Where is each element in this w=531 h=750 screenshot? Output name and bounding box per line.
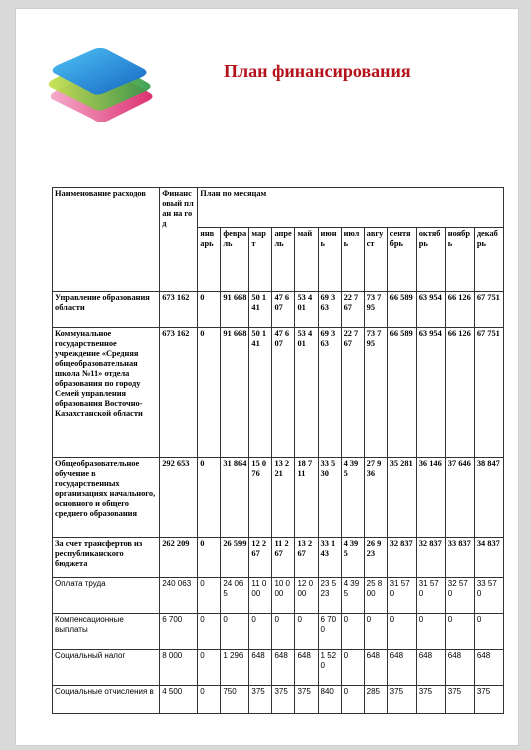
month-value: 0 — [416, 614, 445, 650]
month-value: 31 570 — [387, 578, 416, 614]
month-value: 648 — [445, 650, 474, 686]
row-name: Компенсационные выплаты — [53, 614, 160, 650]
row-name: Социальные отчисления в — [53, 686, 160, 714]
month-value: 375 — [272, 686, 295, 714]
month-value: 285 — [364, 686, 387, 714]
row-name: Оплата труда — [53, 578, 160, 614]
row-name: Социальный налог — [53, 650, 160, 686]
row-name: За счет трансфертов из республиканского бюджета — [53, 538, 160, 578]
month-value: 11 267 — [272, 538, 295, 578]
month-value: 375 — [387, 686, 416, 714]
month-value: 32 837 — [416, 538, 445, 578]
month-value: 67 751 — [474, 292, 503, 328]
month-value: 0 — [272, 614, 295, 650]
document-page — [15, 8, 519, 746]
header-month: март — [249, 228, 272, 292]
month-value: 375 — [295, 686, 318, 714]
annual-value: 673 162 — [160, 292, 198, 328]
header-annual: Финансовый план на год — [160, 188, 198, 292]
month-value: 66 589 — [387, 328, 416, 458]
month-value: 47 607 — [272, 328, 295, 458]
annual-value: 6 700 — [160, 614, 198, 650]
header-month: июнь — [318, 228, 341, 292]
header-month: май — [295, 228, 318, 292]
month-value: 0 — [198, 614, 221, 650]
table-row — [53, 328, 504, 458]
month-value: 69 363 — [318, 292, 341, 328]
month-value: 50 141 — [249, 328, 272, 458]
header-month: август — [364, 228, 387, 292]
month-value: 6 700 — [318, 614, 341, 650]
month-value: 0 — [198, 650, 221, 686]
annual-value: 240 063 — [160, 578, 198, 614]
month-value: 648 — [416, 650, 445, 686]
header-month: ноябрь — [445, 228, 474, 292]
header-months-group: План по месяцам — [198, 188, 504, 228]
financing-table — [52, 187, 504, 714]
month-value: 0 — [198, 686, 221, 714]
header-name: Наименование расходов — [53, 188, 160, 292]
month-value: 31 570 — [416, 578, 445, 614]
month-value: 73 795 — [364, 292, 387, 328]
table-row — [53, 686, 504, 714]
month-value: 13 267 — [295, 538, 318, 578]
month-value: 37 646 — [445, 458, 474, 538]
month-value: 31 864 — [221, 458, 249, 538]
annual-value: 262 209 — [160, 538, 198, 578]
row-name: Коммунальное государственное учреждение «Средняя общеобразовательная школа №11» отдела образования по городу Семей управления образования Восточно-Казахстанской области — [53, 328, 160, 458]
month-value: 69 363 — [318, 328, 341, 458]
month-value: 0 — [198, 538, 221, 578]
month-value: 0 — [198, 578, 221, 614]
month-value: 47 607 — [272, 292, 295, 328]
month-value: 33 530 — [318, 458, 341, 538]
month-value: 648 — [249, 650, 272, 686]
row-name: Общеобразовательное обучение в государственных организациях начального, основного и общего среднего образования — [53, 458, 160, 538]
month-value: 4 395 — [341, 578, 364, 614]
month-value: 375 — [416, 686, 445, 714]
month-value: 10 000 — [272, 578, 295, 614]
logo-icon — [44, 47, 159, 122]
month-value: 0 — [474, 614, 503, 650]
header-month: февраль — [221, 228, 249, 292]
month-value: 26 599 — [221, 538, 249, 578]
month-value: 66 126 — [445, 328, 474, 458]
header-month: сентябрь — [387, 228, 416, 292]
month-value: 63 954 — [416, 328, 445, 458]
month-value: 375 — [249, 686, 272, 714]
table-row — [53, 578, 504, 614]
row-name: Управление образования области — [53, 292, 160, 328]
table-row — [53, 292, 504, 328]
month-value: 35 281 — [387, 458, 416, 538]
month-value: 648 — [387, 650, 416, 686]
month-value: 67 751 — [474, 328, 503, 458]
month-value: 0 — [364, 614, 387, 650]
month-value: 0 — [198, 328, 221, 458]
month-value: 32 570 — [445, 578, 474, 614]
header-month: апрель — [272, 228, 295, 292]
table-row — [53, 614, 504, 650]
month-value: 91 668 — [221, 328, 249, 458]
table-row — [53, 458, 504, 538]
month-value: 0 — [198, 458, 221, 538]
header-month: июль — [341, 228, 364, 292]
month-value: 73 795 — [364, 328, 387, 458]
table-row — [53, 650, 504, 686]
month-value: 648 — [295, 650, 318, 686]
table-row — [53, 538, 504, 578]
month-value: 15 076 — [249, 458, 272, 538]
month-value: 0 — [221, 614, 249, 650]
header-row — [53, 188, 504, 228]
month-value: 4 395 — [341, 458, 364, 538]
month-value: 32 837 — [387, 538, 416, 578]
month-value: 750 — [221, 686, 249, 714]
month-value: 0 — [198, 292, 221, 328]
month-value: 33 570 — [474, 578, 503, 614]
month-value: 22 767 — [341, 292, 364, 328]
month-value: 34 837 — [474, 538, 503, 578]
month-value: 66 589 — [387, 292, 416, 328]
month-value: 23 523 — [318, 578, 341, 614]
header-month: октябрь — [416, 228, 445, 292]
month-value: 22 767 — [341, 328, 364, 458]
month-value: 38 847 — [474, 458, 503, 538]
annual-value: 292 653 — [160, 458, 198, 538]
month-value: 1 296 — [221, 650, 249, 686]
header-month: январь — [198, 228, 221, 292]
month-value: 53 401 — [295, 328, 318, 458]
month-value: 27 936 — [364, 458, 387, 538]
month-value: 66 126 — [445, 292, 474, 328]
month-value: 13 221 — [272, 458, 295, 538]
month-value: 12 000 — [295, 578, 318, 614]
month-value: 50 141 — [249, 292, 272, 328]
month-value: 648 — [474, 650, 503, 686]
month-value: 33 837 — [445, 538, 474, 578]
month-value: 840 — [318, 686, 341, 714]
month-value: 0 — [387, 614, 416, 650]
annual-value: 4 500 — [160, 686, 198, 714]
month-value: 24 065 — [221, 578, 249, 614]
month-value: 33 143 — [318, 538, 341, 578]
month-value: 36 146 — [416, 458, 445, 538]
month-value: 11 000 — [249, 578, 272, 614]
month-value: 0 — [341, 614, 364, 650]
page-title: План финансирования — [224, 61, 411, 81]
month-value: 0 — [445, 614, 474, 650]
month-value: 18 711 — [295, 458, 318, 538]
month-value: 375 — [445, 686, 474, 714]
month-value: 1 520 — [318, 650, 341, 686]
month-value: 0 — [341, 650, 364, 686]
month-value: 91 668 — [221, 292, 249, 328]
header-month: декабрь — [474, 228, 503, 292]
month-value: 53 401 — [295, 292, 318, 328]
month-value: 0 — [295, 614, 318, 650]
month-value: 648 — [364, 650, 387, 686]
month-value: 25 800 — [364, 578, 387, 614]
month-value: 375 — [474, 686, 503, 714]
month-value: 648 — [272, 650, 295, 686]
month-value: 4 395 — [341, 538, 364, 578]
month-value: 12 267 — [249, 538, 272, 578]
annual-value: 8 000 — [160, 650, 198, 686]
month-value: 63 954 — [416, 292, 445, 328]
month-value: 26 923 — [364, 538, 387, 578]
annual-value: 673 162 — [160, 328, 198, 458]
month-value: 0 — [341, 686, 364, 714]
month-value: 0 — [249, 614, 272, 650]
